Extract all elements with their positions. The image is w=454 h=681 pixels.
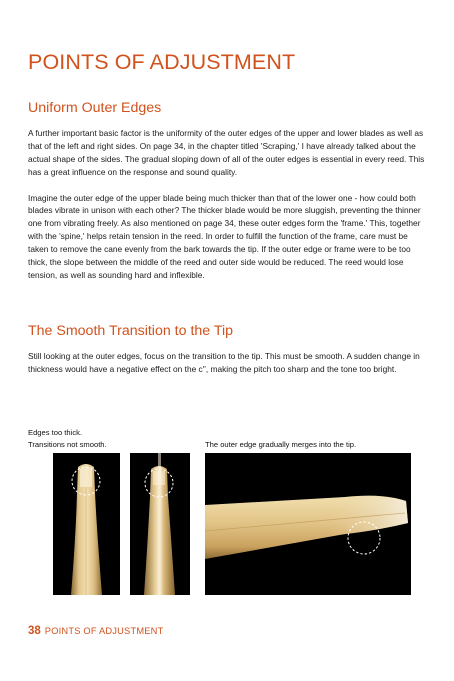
paragraph-outer-edges-intro: A further important basic factor is the uniformity of the outer edges of the upper and lower blades as well as that of the left and right sides. On page 34, in the chapter titled 'Scraping,' I have already talked about the actual shape of the sides. The gradual sloping down of all of the outer edges is essential in every reed. This has a great influence on the response and sound quality.: [28, 128, 425, 177]
reed-photo-uneven-transition: [130, 453, 190, 595]
paragraph-outer-edges-detail: Imagine the outer edge of the upper blade being much thicker than that of the lower one - how could both blades vibrate in unison with each other? The thicker blade would be more sluggish, preventing the thinner one from vibrating freely. As also mentioned on page 34, these outer edges form the 'frame.' This, together with the 'spine,' helps retain tension in the reed. In order to fulfill the function of the frame, care must be taken to remove the cane evenly from the bark towards the tip. If the outer edge or frame were to be too thick, the slope between the middle of the reed and outer side would be reduced. The reed would lose tension, as well as sounding hard and inflexible.: [28, 192, 421, 280]
caption-edges-too-thick: Edges too thick.: [28, 428, 83, 437]
section-heading-smooth-transition: The Smooth Transition to the Tip: [28, 323, 234, 339]
reed-photo-smooth-transition: [205, 453, 411, 595]
page-title: POINTS OF ADJUSTMENT: [28, 50, 296, 74]
caption-transitions-not-smooth: Transitions not smooth.: [28, 439, 107, 449]
running-title: POINTS OF ADJUSTMENT: [44, 626, 164, 636]
page-number: 38: [28, 625, 41, 637]
caption-gradual-merge: The outer edge gradually merges into the tip.: [205, 439, 357, 449]
paragraph-smooth-transition: Still looking at the outer edges, focus on the transition to the tip. This must be smooth. A sudden change in thickness would have a negative effect on the c'', making the pitch too sharp and the tone too bright.: [28, 351, 420, 374]
page-footer: [28, 621, 163, 639]
section-heading-uniform-outer-edges: Uniform Outer Edges: [28, 100, 162, 116]
reed-photo-thick-edges: [53, 453, 120, 595]
